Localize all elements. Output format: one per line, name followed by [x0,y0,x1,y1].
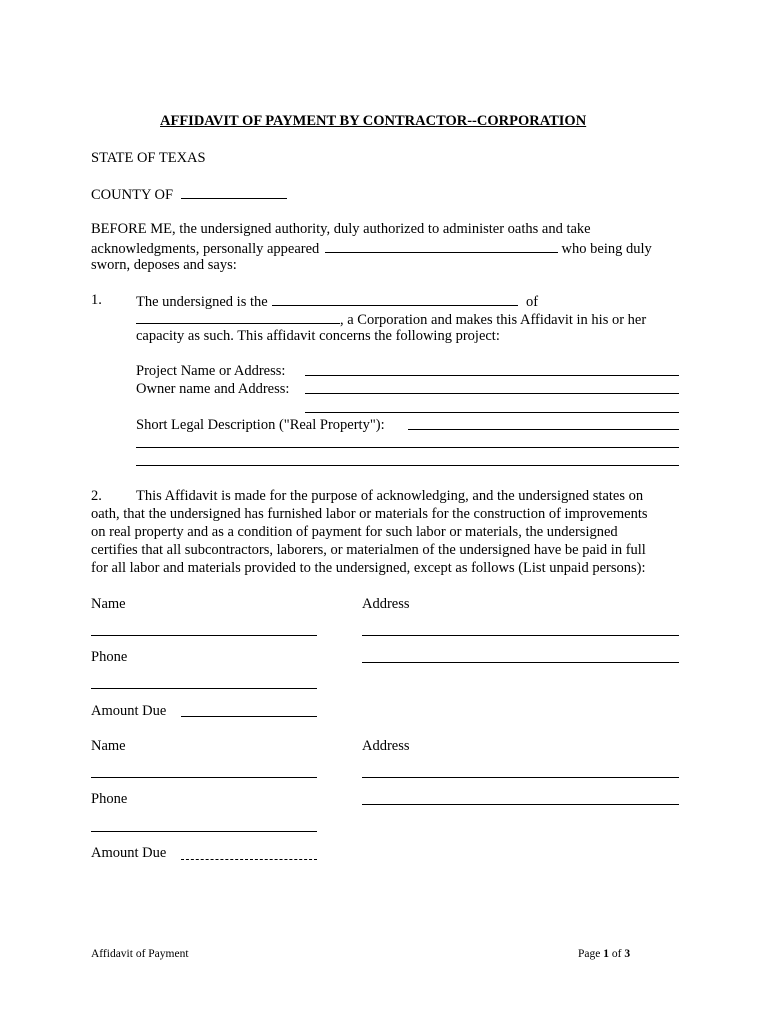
county-label: COUNTY OF [91,187,174,203]
section-2-line-1: This Affidavit is made for the purpose of acknowledging, and the undersigned states on [136,488,644,504]
owner-field[interactable] [305,393,679,394]
corporation-text: , a Corporation and makes this Affidavit in his or her [340,312,647,328]
entry-2-address-field[interactable] [362,777,679,778]
title-field[interactable] [272,291,518,306]
entry-1-phone-label: Phone [91,649,128,665]
section-1-line-3: capacity as such. This affidavit concerns the following project: [136,328,500,344]
corporation-field[interactable] [136,309,340,324]
footer-page-number [578,945,630,963]
page-word: Page [578,948,601,960]
entry-2-address-field-line-2[interactable] [362,804,679,805]
appeared-name-field[interactable] [325,238,558,253]
legal-description-line-2[interactable] [136,447,679,448]
entry-1-name-label: Name [91,596,126,612]
owner-label: Owner name and Address: [136,381,290,397]
of-word: of [611,948,622,960]
entry-2-phone-field[interactable] [91,831,317,832]
entry-2-name-field[interactable] [91,777,317,778]
entry-2-name-label: Name [91,738,126,754]
section-2-line-2: oath, that the undersigned has furnished labor or materials for the construction of improvements [91,506,648,522]
current-page: 1 [603,948,609,960]
entry-1-address-label: Address [362,596,410,612]
footer-document-name: Affidavit of Payment [91,948,189,960]
section-2-number: 2. [91,488,102,504]
project-field[interactable] [305,375,679,376]
intro-appeared-text: acknowledgments, personally appeared [91,241,320,257]
undersigned-is-text: The undersigned is the [136,294,268,310]
owner-field-line-2[interactable] [305,412,679,413]
entry-2-phone-label: Phone [91,791,128,807]
legal-description-label: Short Legal Description ("Real Property"): [136,417,385,433]
legal-description-line-3[interactable] [136,465,679,466]
of-text: of [525,294,539,310]
document-title: AFFIDAVIT OF PAYMENT BY CONTRACTOR--CORPORATION [160,113,587,129]
entry-1-address-field[interactable] [362,635,679,636]
entry-1-amount-field[interactable] [181,716,317,717]
project-label: Project Name or Address: [136,363,286,379]
section-1-line-1 [136,291,538,311]
legal-description-field[interactable] [408,429,679,430]
intro-line-2 [91,238,652,258]
section-2-line-5: for all labor and materials provided to the undersigned, except as follows (List unpaid persons): [91,560,646,576]
section-2-line-3: on real property and as a condition of payment for such labor or materials, the undersigned [91,524,618,540]
intro-duly-text: who being duly [561,241,652,257]
entry-1-name-field[interactable] [91,635,317,636]
county-row [91,184,287,204]
entry-2-amount-label: Amount Due [91,845,167,861]
entry-1-phone-field[interactable] [91,688,317,689]
entry-1-amount-label: Amount Due [91,703,167,719]
county-field[interactable] [181,184,287,199]
state-label: STATE OF TEXAS [91,150,206,166]
section-1-line-2 [136,309,646,329]
entry-1-address-field-line-2[interactable] [362,662,679,663]
entry-2-address-label: Address [362,738,410,754]
entry-2-amount-field[interactable] [181,859,317,860]
section-1-number: 1. [91,292,102,308]
intro-line-1: BEFORE ME, the undersigned authority, duly authorized to administer oaths and take [91,221,591,237]
intro-line-3: sworn, deposes and says: [91,257,237,273]
section-2-line-4: certifies that all subcontractors, laborers, or materialmen of the undersigned have be paid in full [91,542,646,558]
total-pages: 3 [624,948,631,960]
